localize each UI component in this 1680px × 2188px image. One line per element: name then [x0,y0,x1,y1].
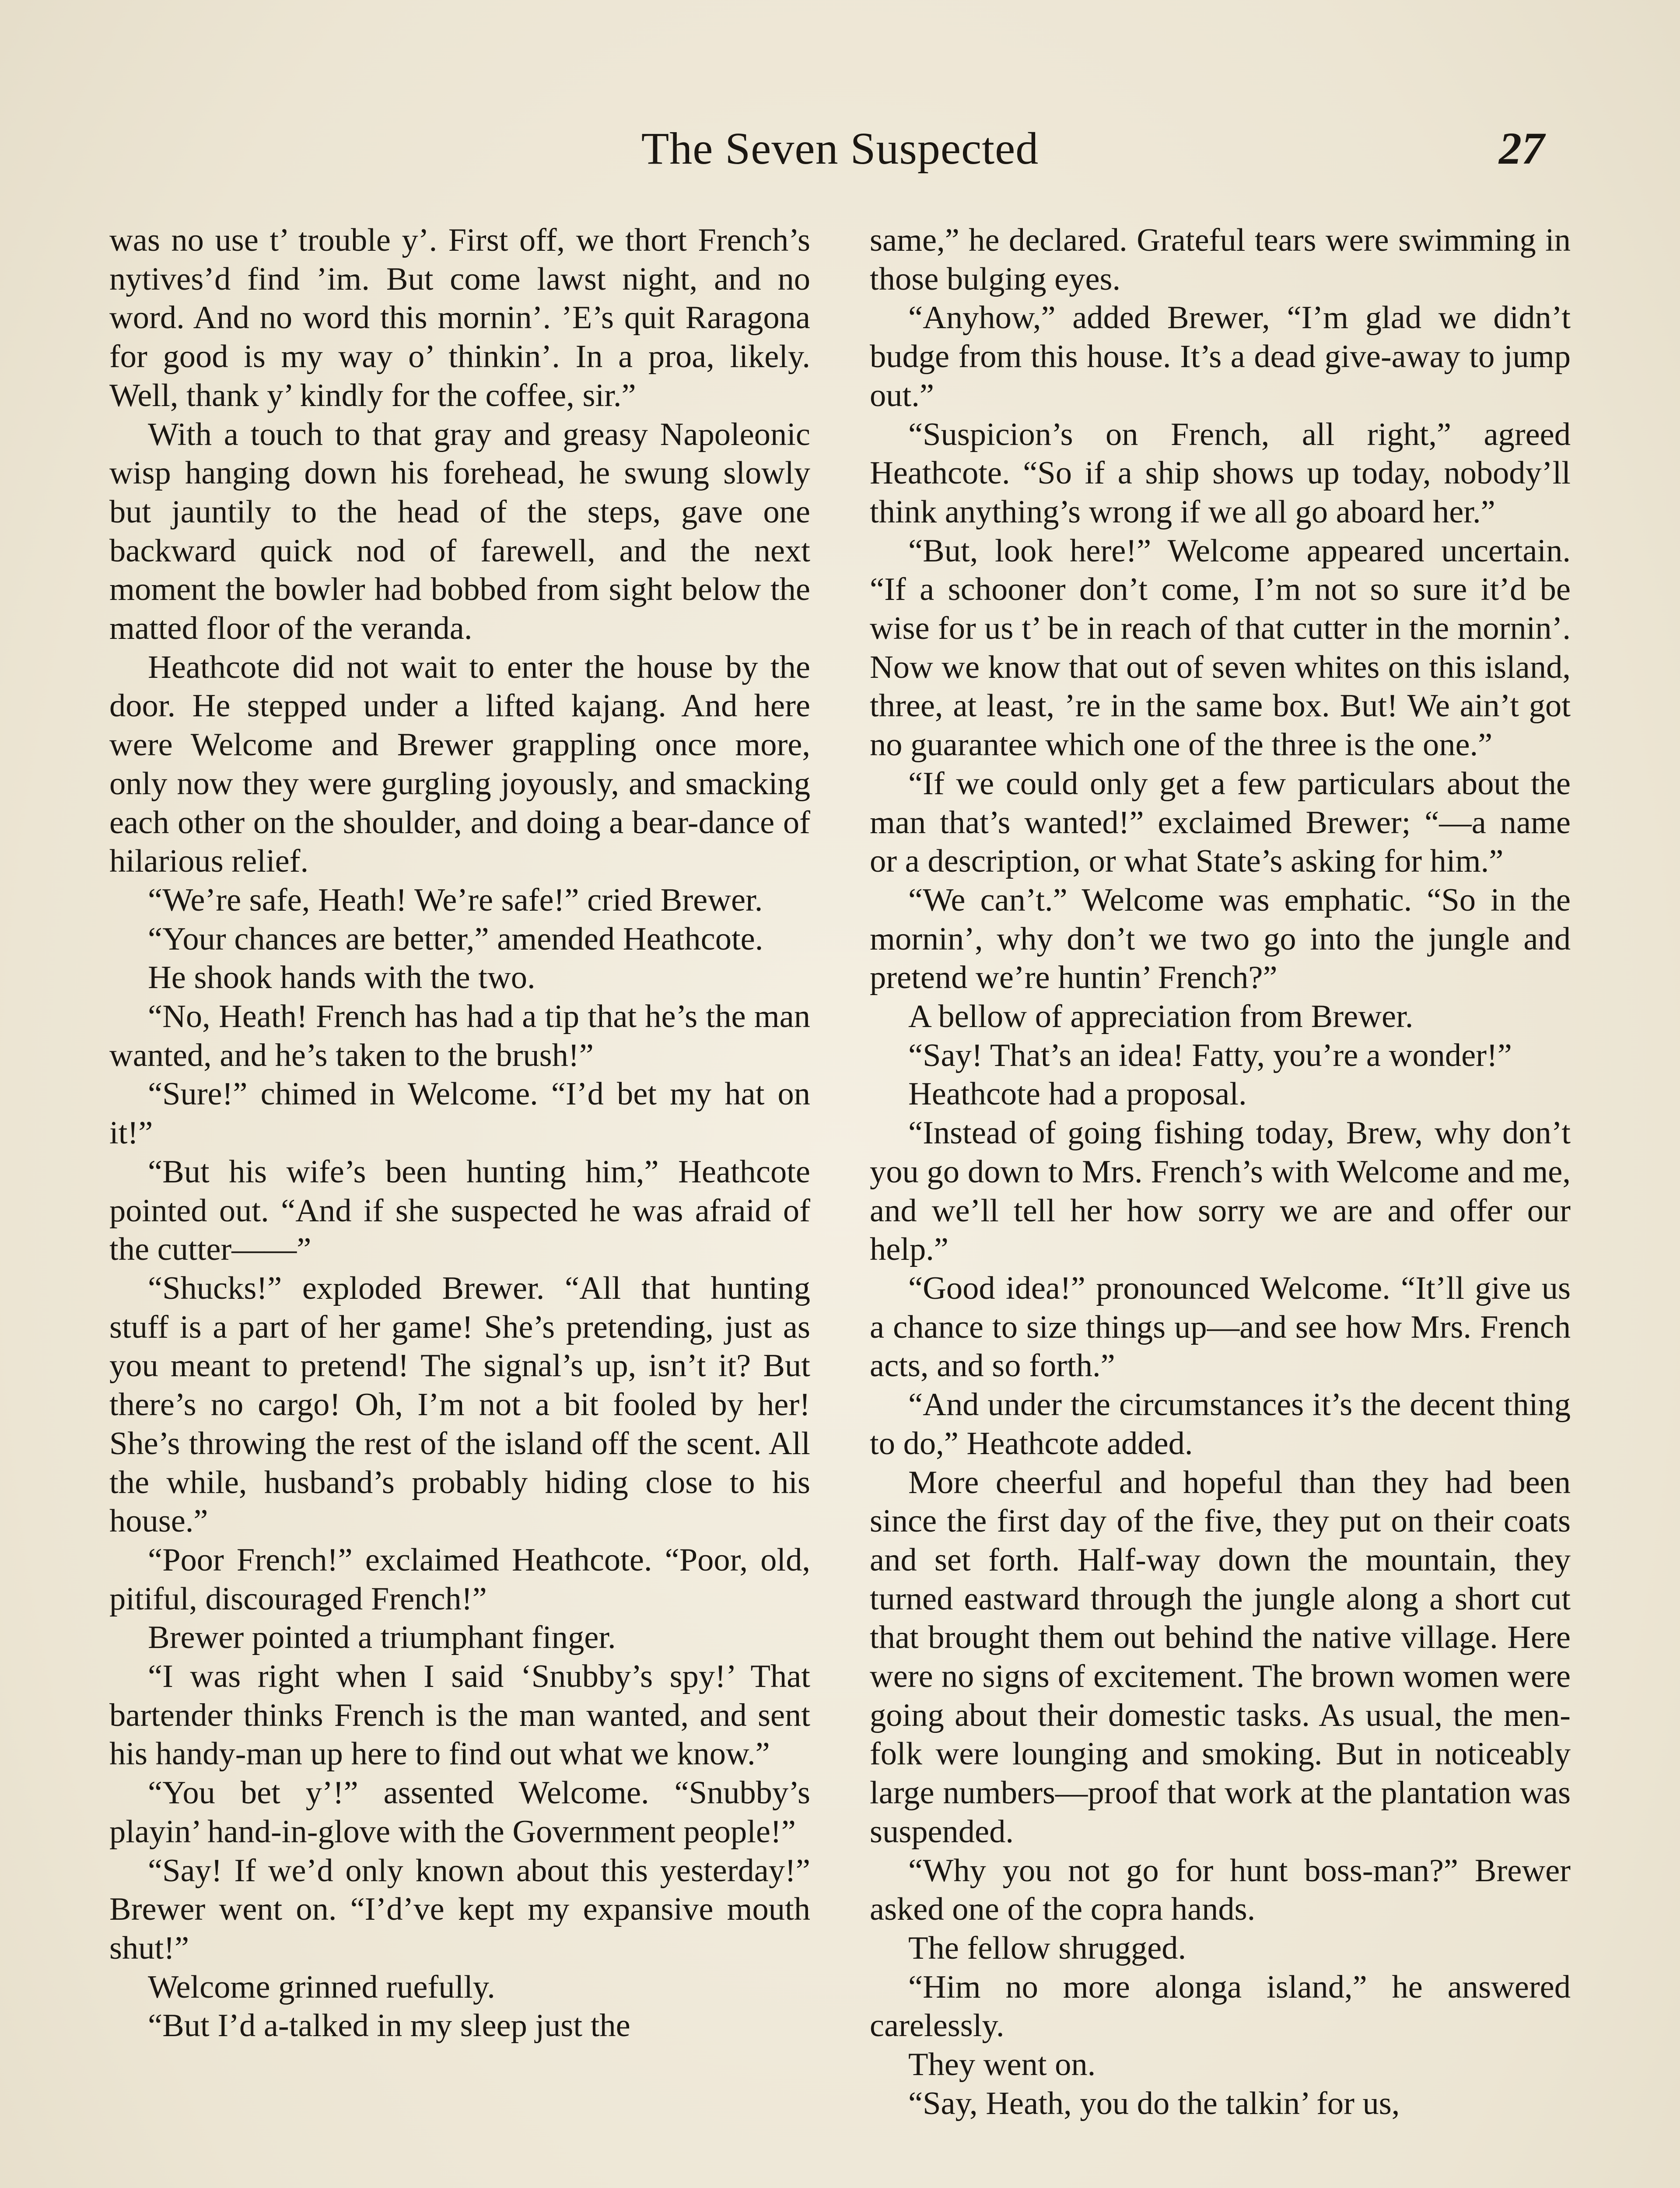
left-column [109,221,810,2188]
page-number: 27 [1499,123,1544,174]
paragraph: “Anyhow,” added Brewer, “I’m glad we didn’t budge from this house. It’s a dead give-away to jump out.” [870,300,1571,414]
paragraph: Brewer pointed a triumphant finger. [148,1620,616,1656]
paragraph: A bellow of appreciation from Brewer. [908,999,1414,1035]
paragraph: “Sure!” chimed in Welcome. “I’d bet my hat on it!” [109,1076,810,1151]
paragraph: “Your chances are better,” amended Heathcote. [148,921,763,957]
paragraph: More cheerful and hopeful than they had been since the first day of the five, they put on their coats and set forth. Half-way down the mountain, they turned eastward through the jungle along a short cut that brought them out behind the native village. Here were no signs of excitement. The brown women were going about their domestic tasks. As usual, the men-folk were lounging and smoking. But in noticeably large numbers—proof that work at the plantation was suspended. [870,1464,1571,1850]
paragraph: “No, Heath! French has had a tip that he’s the man wanted, and he’s taken to the brush!” [109,999,810,1073]
paragraph: They went on. [908,2047,1096,2083]
paragraph: “Him no more alonga island,” he answered carelessly. [870,1969,1571,2044]
paragraph: same,” he declared. Grateful tears were swimming in those bulging eyes. [870,222,1571,297]
paragraph: “Say, Heath, you do the talkin’ for us, [908,2085,1400,2121]
paragraph: “But his wife’s been hunting him,” Heathcote pointed out. “And if she suspected he was afraid of the cutter——” [109,1154,810,1268]
paragraph: Heathcote had a proposal. [908,1076,1247,1112]
paragraph: “Good idea!” pronounced Welcome. “It’ll give us a chance to size things up—and see how Mrs. French acts, and so forth.” [870,1270,1571,1384]
paragraph: He shook hands with the two. [148,960,536,996]
paragraph: “You bet y’!” assented Welcome. “Snubby’s playin’ hand-in-glove with the Government people!” [109,1775,810,1850]
paragraph: With a touch to that gray and greasy Napoleonic wisp hanging down his forehead, he swung slowly but jauntily to the head of the steps, gave one backward quick nod of farewell, and the next moment the bowler had bobbed from sight below the matted floor of the veranda. [109,416,810,647]
paragraph: “But I’d a-talked in my sleep just the [148,2008,630,2044]
paragraph: “Why you not go for hunt boss-man?” Brewer asked one of the copra hands. [870,1852,1571,1928]
running-header [109,123,1571,184]
paragraph: “Say! That’s an idea! Fatty, you’re a wonder!” [908,1037,1512,1073]
paragraph: “We’re safe, Heath! We’re safe!” cried Brewer. [148,882,763,918]
paragraph: “I was right when I said ‘Snubby’s spy!’ That bartender thinks French is the man wanted, and sent his handy-man up here to find out what we know.” [109,1659,810,1772]
paragraph: “And under the circumstances it’s the decent thing to do,” Heathcote added. [870,1387,1571,1462]
text-columns [109,221,1571,2188]
paragraph: was no use t’ trouble y’. First off, we thort French’s nytives’d find ’im. But come lawst night, and no word. And no word this mornin’. ’E’s quit Raragona for good is my way o’ thinkin’. In a proa, likely. Well, thank y’ kindly for the coffee, sir.” [109,222,810,414]
paragraph: “Poor French!” exclaimed Heathcote. “Poor, old, pitiful, discouraged French!” [109,1542,810,1617]
paragraph: Heathcote did not wait to enter the house by the door. He stepped under a lifted kajang. And here were Welcome and Brewer grappling once more, only now they were gurgling joyously, and smacking each other on the shoulder, and doing a bear-dance of hilarious relief. [109,649,810,880]
paragraph: “We can’t.” Welcome was emphatic. “So in the mornin’, why don’t we two go into the jungle and pretend we’re huntin’ French?” [870,882,1571,996]
running-title: The Seven Suspected [641,123,1039,174]
paragraph: “If we could only get a few particulars about the man that’s wanted!” exclaimed Brewer; “—a name or a description, or what State’s asking for him.” [870,765,1571,880]
paragraph: “But, look here!” Welcome appeared uncertain. “If a schooner don’t come, I’m not so sure it’d be wise for us t’ be in reach of that cutter in the mornin’. Now we know that out of seven whites on this island, three, at least, ’re in the same box. But! We ain’t got no guarantee which one of the three is the one.” [870,533,1571,763]
paragraph: Welcome grinned ruefully. [148,1969,495,2005]
paragraph: “Shucks!” exploded Brewer. “All that hunting stuff is a part of her game! She’s pretending, just as you meant to pretend! The signal’s up, isn’t it? But there’s no cargo! Oh, I’m not a bit fooled by her! She’s throwing the rest of the island off the scent. All the while, husband’s probably hiding close to his house.” [109,1270,810,1539]
paragraph: The fellow shrugged. [908,1930,1186,1966]
paragraph: “Suspicion’s on French, all right,” agreed Heathcote. “So if a ship shows up today, nobody’ll think anything’s wrong if we all go aboard her.” [870,416,1571,530]
paragraph: “Say! If we’d only known about this yesterday!” Brewer went on. “I’d’ve kept my expansive mouth shut!” [109,1852,810,1966]
paragraph: “Instead of going fishing today, Brew, why don’t you go down to Mrs. French’s with Welcome and me, and we’ll tell her how sorry we are and offer our help.” [870,1115,1571,1268]
right-column [870,221,1571,2188]
